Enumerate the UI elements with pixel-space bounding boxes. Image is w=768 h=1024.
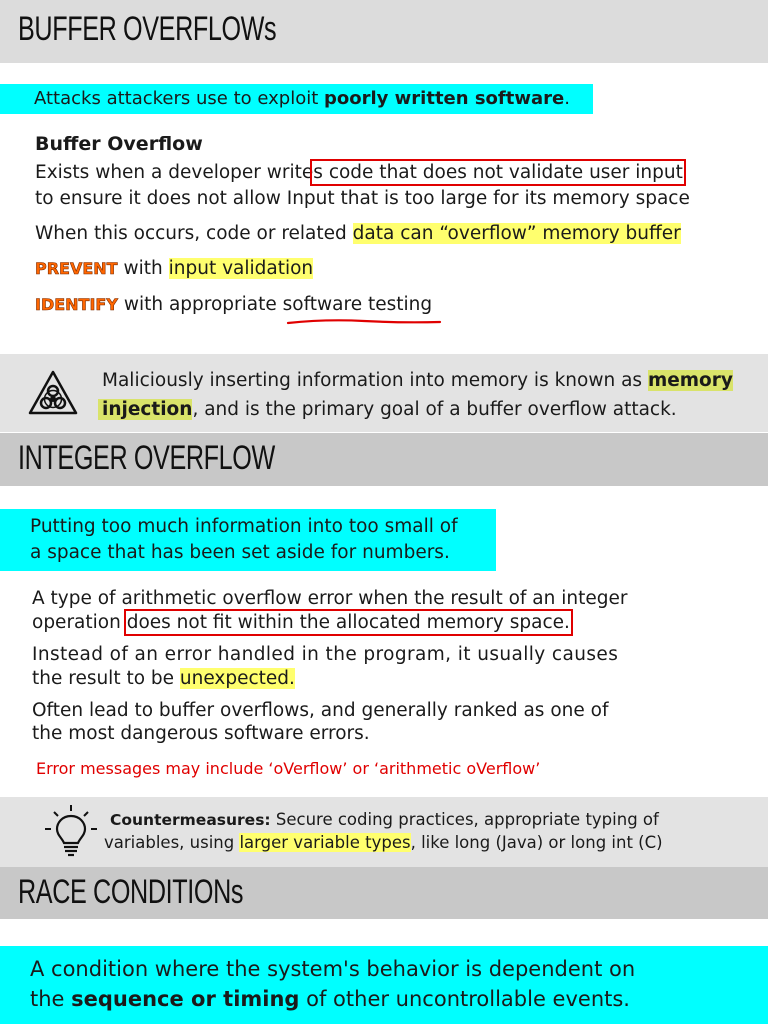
injection-highlight: injection: [98, 399, 192, 420]
countermeasures-line-1: Countermeasures: Secure coding practices, appropriate typing of: [110, 810, 659, 829]
race-conditions-header: [0, 867, 768, 919]
memory-highlight: memory: [647, 370, 733, 391]
prevent-line: PREVENT with input validation: [35, 258, 314, 279]
countermeasures-label: Countermeasures:: [110, 811, 271, 829]
larger-types-highlight: larger variable types: [239, 833, 411, 852]
buffer-line-1: Exists when a developer writes code that does not validate user input: [35, 162, 683, 183]
integer-p3-line-1: Often lead to buffer overflows, and generally ranked as one of: [32, 700, 609, 721]
prevent-label: PREVENT: [35, 259, 118, 278]
note-line-2: injection, and is the primary goal of a buffer overflow attack.: [98, 398, 677, 422]
overflow-highlight: data can “overflow” memory buffer: [352, 223, 681, 244]
identify-label: IDENTIFY: [35, 295, 118, 314]
biohazard-warning-icon: [27, 368, 79, 418]
integer-p3-line-2: the most dangerous software errors.: [32, 723, 370, 744]
buffer-overflow-header: [0, 0, 768, 63]
buffer-overflow-subheading: Buffer Overflow: [35, 133, 203, 155]
buffer-line-3: When this occurs, code or related data can “overflow” memory buffer: [35, 223, 681, 244]
integer-p1-line-1: A type of arithmetic overflow error when the result of an integer: [32, 588, 628, 609]
unexpected-highlight: unexpected.: [179, 668, 295, 689]
integer-p1-line-2: operation does not fit within the allocated memory space.: [32, 612, 570, 633]
integer-def-line-2: a space that has been set aside for numbers.: [30, 542, 450, 563]
sequence-or-timing: sequence or timing: [71, 987, 300, 1011]
integer-p2-line-1: Instead of an error handled in the program, it usually causes: [32, 644, 619, 665]
race-conditions-title: RACE CONDITIONs: [18, 873, 244, 911]
software-testing-text: software testing: [282, 294, 433, 315]
input-validation-highlight: input validation: [168, 258, 314, 279]
memory-space-box: does not fit within the allocated memory space.: [126, 612, 570, 633]
countermeasures-line-2: variables, using larger variable types, like long (Java) or long int (C): [104, 833, 663, 852]
buffer-line-2: to ensure it does not allow Input that is too large for its memory space: [35, 188, 690, 209]
note-line-1: Maliciously inserting information into memory is known as memory: [102, 370, 733, 391]
integer-overflow-header: [0, 433, 768, 486]
buffer-intro-text: Attacks attackers use to exploit poorly written software.: [34, 88, 570, 109]
integer-overflow-title: INTEGER OVERFLOW: [18, 439, 275, 477]
identify-line: IDENTIFY with appropriate software testing: [35, 294, 433, 315]
validate-input-box: s code that does not validate user input: [313, 162, 683, 183]
race-def-line-2: the sequence or timing of other uncontrollable events.: [30, 987, 630, 1011]
race-def-line-1: A condition where the system's behavior is dependent on: [30, 957, 636, 981]
poorly-written-software: poorly written software: [324, 88, 565, 109]
integer-p2-line-2: the result to be unexpected.: [32, 668, 295, 689]
error-message-note: Error messages may include ‘oVerflow’ or ‘arithmetic oVerflow’: [36, 759, 541, 778]
software-testing-underline: [286, 316, 442, 328]
buffer-overflow-title: BUFFER OVERFLOWs: [18, 10, 277, 48]
lightbulb-icon: [42, 803, 100, 861]
integer-def-line-1: Putting too much information into too small of: [30, 516, 458, 537]
